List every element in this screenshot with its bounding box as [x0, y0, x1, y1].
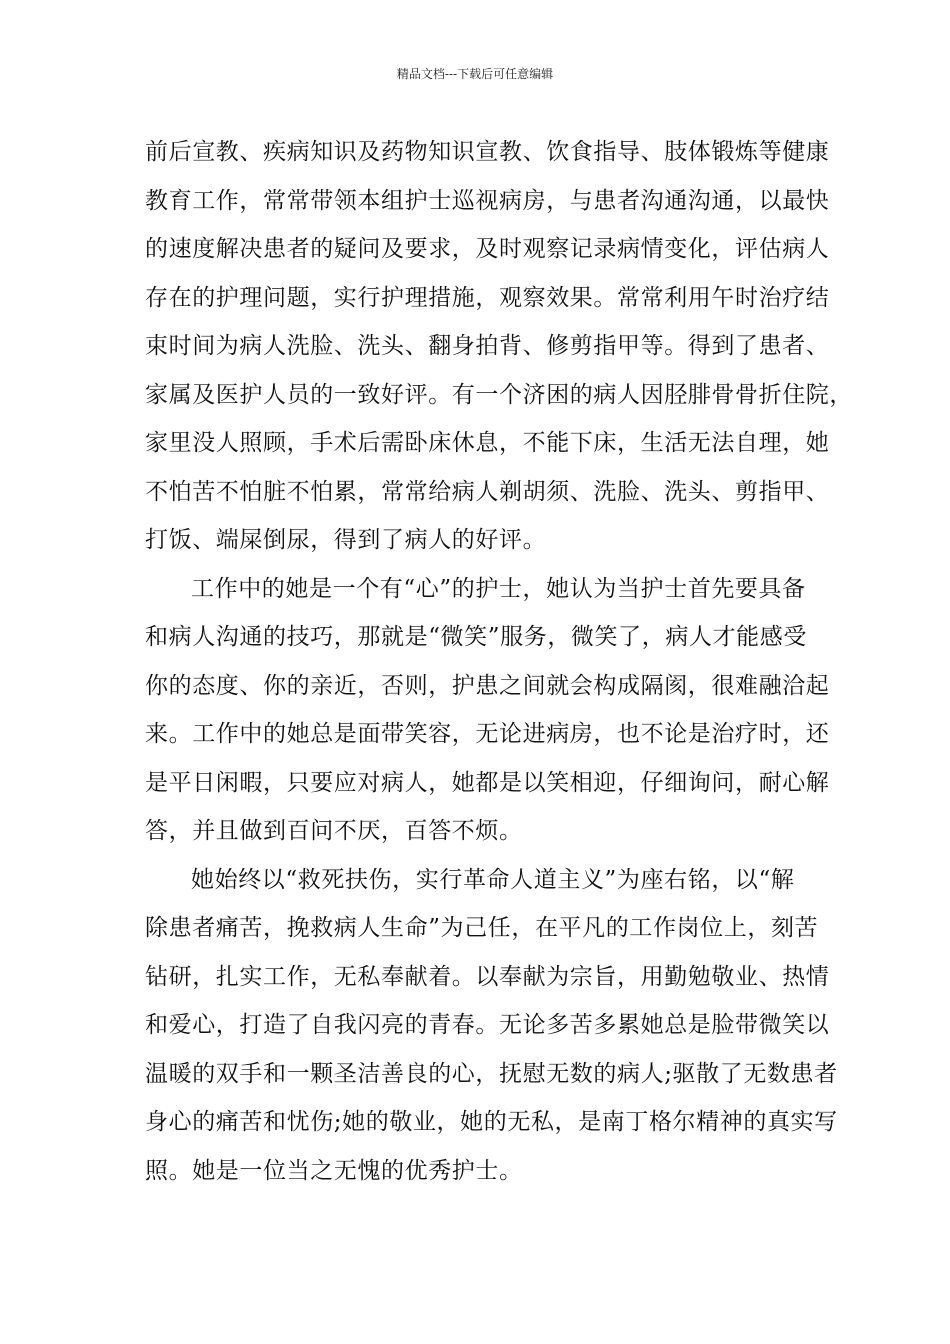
text-line: 打饭、端屎倒尿，得到了病人的好评。 [145, 527, 547, 553]
text-line: 除患者痛苦，挽救病人生命”为己任，在平凡的工作岗位上，刻苦 [145, 915, 819, 941]
text-line: 是平日闲暇，只要应对病人，她都是以笑相迎，仔细询问，耐心解 [145, 769, 830, 796]
text-line: 的速度解决患者的疑问及要求，及时观察记录病情变化，评估病人 [145, 236, 830, 262]
document-body [145, 132, 853, 1199]
text-line: 和病人沟通的技巧，那就是“微笑”服务，微笑了，病人才能感受 [145, 624, 807, 650]
text-line: 家属及医护人员的一致好评。有一个济困的病人因胫腓骨骨折住院， [145, 381, 853, 408]
text-line: 束时间为病人洗脸、洗头、翻身拍背、修剪指甲等。得到了患者、 [145, 333, 830, 359]
text-line: 温暖的双手和一颗圣洁善良的心，抚慰无数的病人;驱散了无数患者 [145, 1060, 838, 1087]
text-line: 身心的痛苦和忧伤;她的敬业，她的无私，是南丁格尔精神的真实写 [145, 1109, 838, 1135]
text-line: 你的态度、你的亲近，否则，护患之间就会构成隔阂，很难融洽起 [145, 672, 830, 699]
text-line: 家里没人照顾，手术后需卧床休息，不能下床，生活无法自理，她 [145, 430, 830, 456]
text-line: 教育工作，常常带领本组护士巡视病房，与患者沟通沟通，以最快 [145, 187, 830, 214]
text-line: 她始终以“救死扶伤，实行革命人道主义”为座右铭，以“解 [191, 866, 795, 893]
text-line: 前后宣教、疾病知识及药物知识宣教、饮食指导、肢体锻炼等健康 [145, 139, 830, 165]
text-line: 来。工作中的她总是面带笑容，无论进病房，也不论是治疗时，还 [145, 721, 830, 747]
text-line: 钻研，扎实工作，无私奉献着。以奉献为宗旨，用勤勉敬业、热情 [145, 963, 830, 990]
text-line: 和爱心，打造了自我闪亮的青春。无论多苦多累她总是脸带微笑以 [145, 1012, 830, 1038]
text-line: 不怕苦不怕脏不怕累，常常给病人剃胡须、洗脸、洗头、剪指甲、 [145, 478, 830, 505]
text-line: 存在的护理问题，实行护理措施，观察效果。常常利用午时治疗结 [145, 284, 830, 311]
page-header: 精品文档---下载后可任意编辑 [396, 67, 554, 81]
paragraph [145, 132, 853, 569]
text-line: 照。她是一位当之无愧的优秀护士。 [145, 1157, 523, 1184]
text-line: 答，并且做到百问不厌，百答不烦。 [145, 818, 523, 844]
paragraph [145, 860, 838, 1200]
paragraph [145, 569, 830, 860]
text-line: 工作中的她是一个有“心”的护士，她认为当护士首先要具备 [191, 575, 806, 602]
